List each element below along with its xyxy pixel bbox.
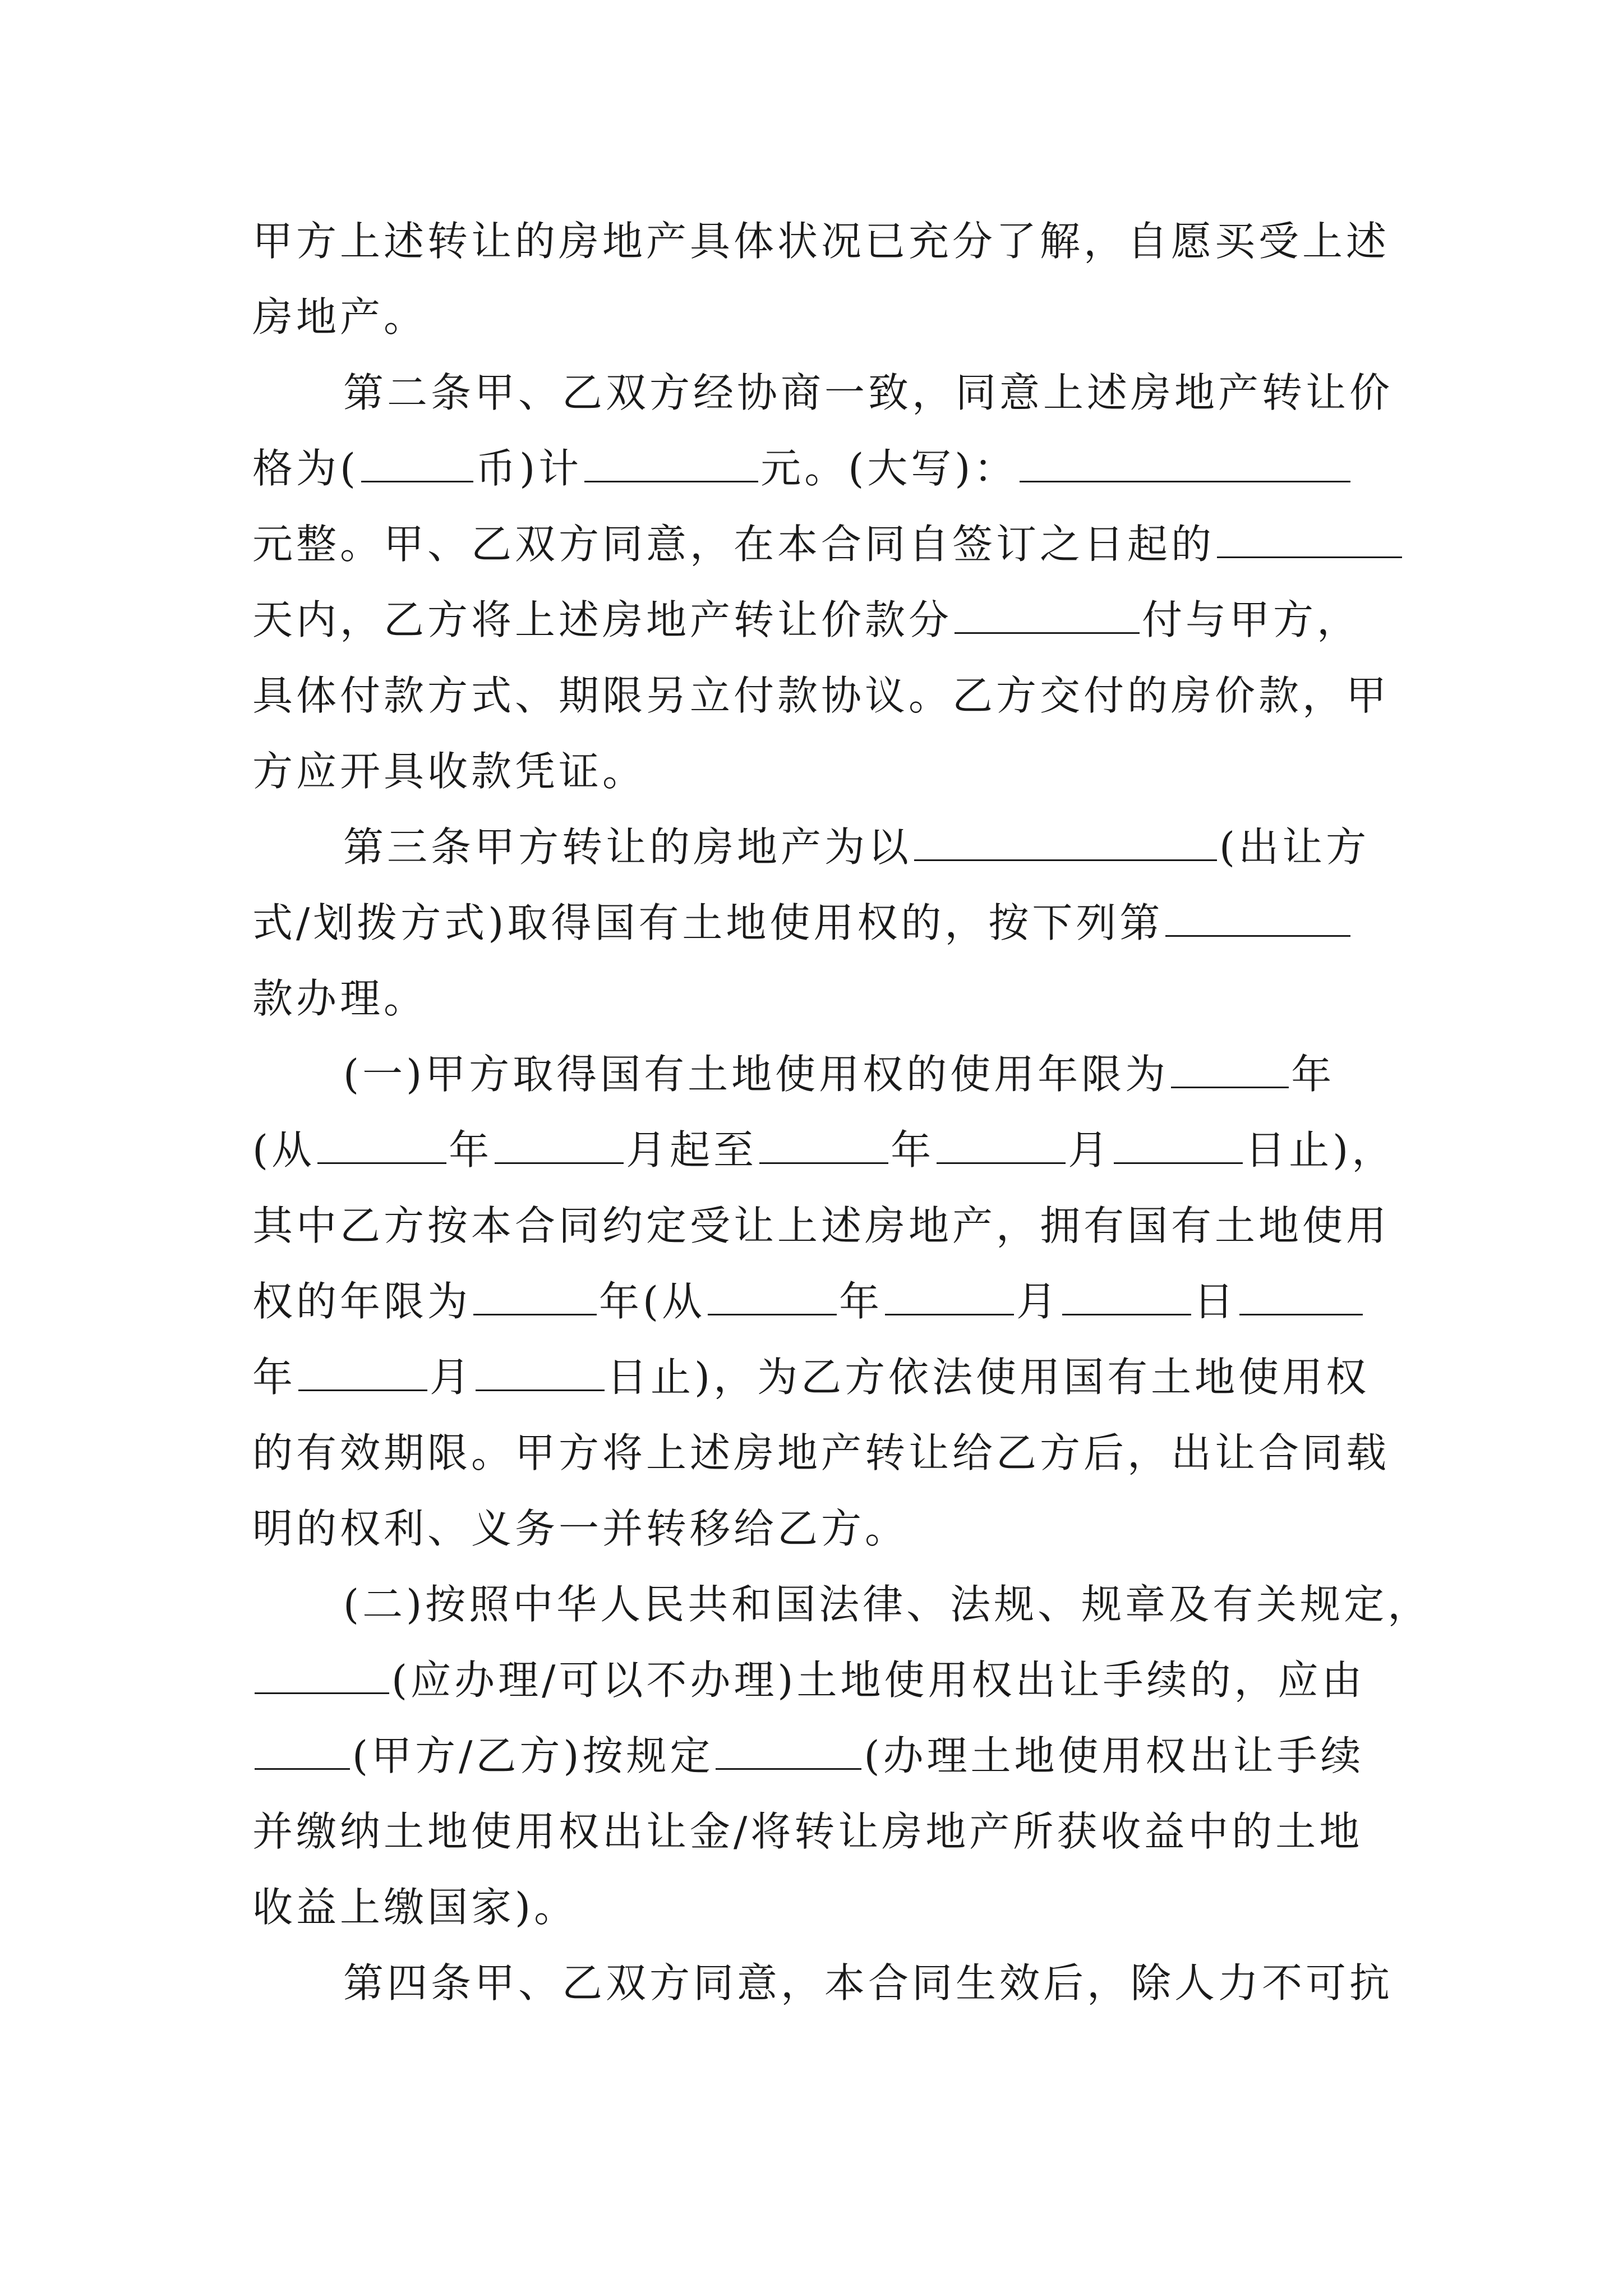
text-line bbox=[343, 365, 1394, 421]
blank-end-month bbox=[937, 1129, 1066, 1164]
blank-days bbox=[1217, 523, 1402, 558]
text: 年 bbox=[891, 1126, 935, 1174]
blank-end-year bbox=[1239, 1280, 1363, 1315]
blank-grant-method bbox=[914, 826, 1217, 861]
blank-start-year bbox=[317, 1129, 446, 1164]
text: (一)甲方取得国有土地使用权的使用年限为 bbox=[343, 1051, 1169, 1098]
text: (办理土地使用权出让手续 bbox=[864, 1732, 1364, 1779]
text-line bbox=[252, 895, 1385, 951]
text: 第二条甲、乙双方经协商一致，同意上述房地产转让价 bbox=[343, 369, 1394, 416]
text: (出让方 bbox=[1219, 823, 1370, 871]
text-line bbox=[252, 1879, 1385, 1935]
text: 月 bbox=[1016, 1278, 1061, 1325]
text: 日止)， bbox=[1245, 1126, 1396, 1174]
blank-end-year bbox=[759, 1129, 888, 1164]
text-line bbox=[252, 970, 1385, 1027]
text-line bbox=[252, 1122, 1396, 1178]
text-line bbox=[252, 1425, 1390, 1481]
text: 明的权利、义务一并转移给乙方。 bbox=[252, 1505, 909, 1552]
text: 第三条甲方转让的房地产为以 bbox=[343, 823, 912, 871]
text: 日止)，为乙方依法使用国有土地使用权 bbox=[607, 1354, 1370, 1401]
text: 并缴纳土地使用权出让金/将转让房地产所获收益中的土地 bbox=[252, 1808, 1363, 1855]
text: 其中乙方按本合同约定受让上述房地产，拥有国有土地使用 bbox=[252, 1202, 1390, 1249]
text: 元。(大写)： bbox=[760, 445, 1018, 492]
text: 款办理。 bbox=[252, 975, 428, 1022]
text: 第四条甲、乙双方同意，本合同生效后，除人力不可抗 bbox=[343, 1959, 1394, 2007]
text-line bbox=[252, 743, 1385, 799]
text-line bbox=[252, 1349, 1385, 1405]
blank-end-day bbox=[476, 1356, 605, 1391]
blank-action bbox=[716, 1734, 861, 1770]
blank-currency bbox=[361, 447, 473, 482]
blank-years bbox=[473, 1280, 597, 1315]
text: 年(从 bbox=[599, 1278, 706, 1325]
blank-start-month bbox=[495, 1129, 624, 1164]
text-line bbox=[252, 289, 1385, 345]
blank-clause-number bbox=[1165, 901, 1350, 937]
text: 月 bbox=[1068, 1126, 1112, 1174]
blank-start-day bbox=[1062, 1280, 1191, 1315]
text-line bbox=[252, 213, 1390, 269]
text-line bbox=[252, 440, 1385, 496]
text: (甲方/乙方)按规定 bbox=[352, 1732, 714, 1779]
text: (应办理/可以不办理)土地使用权出让手续的，应由 bbox=[391, 1657, 1366, 1704]
text: 年 bbox=[449, 1126, 493, 1174]
blank-end-day bbox=[1114, 1129, 1243, 1164]
text: 付与甲方， bbox=[1142, 596, 1361, 643]
text: 日 bbox=[1193, 1278, 1238, 1325]
text: 方应开具收款凭证。 bbox=[252, 748, 647, 795]
text-line bbox=[343, 1046, 1386, 1102]
text-line bbox=[252, 1803, 1385, 1860]
text-line bbox=[252, 668, 1390, 724]
text-line bbox=[343, 1576, 1432, 1632]
text-line bbox=[252, 1501, 1385, 1557]
text: 收益上缴国家)。 bbox=[252, 1884, 578, 1931]
text: 具体付款方式、期限另立付款协议。乙方交付的房价款，甲 bbox=[252, 672, 1390, 719]
blank-years bbox=[1171, 1053, 1289, 1088]
text-line bbox=[252, 1273, 1385, 1329]
blank-start-month bbox=[885, 1280, 1014, 1315]
text: 格为( bbox=[252, 445, 359, 492]
blank-end-month bbox=[298, 1356, 427, 1391]
text-line bbox=[343, 1955, 1394, 2011]
text: 月起至 bbox=[626, 1126, 758, 1174]
text: 年 bbox=[839, 1278, 883, 1325]
blank-handle-option bbox=[255, 1659, 389, 1694]
text: 元整。甲、乙双方同意，在本合同自签订之日起的 bbox=[252, 521, 1215, 568]
text: 权的年限为 bbox=[252, 1278, 472, 1325]
blank-start-year bbox=[708, 1280, 837, 1315]
text: (从 bbox=[252, 1126, 316, 1174]
text: 式/划拨方式)取得国有土地使用权的，按下列第 bbox=[252, 899, 1164, 946]
text: 币)计 bbox=[476, 445, 583, 492]
text: 年 bbox=[1291, 1051, 1335, 1098]
text-line bbox=[252, 592, 1385, 648]
text-line bbox=[252, 1652, 1385, 1708]
text: 年 bbox=[252, 1354, 297, 1401]
blank-amount-words bbox=[1020, 447, 1350, 482]
blank-installments bbox=[955, 599, 1140, 634]
text-line bbox=[252, 1728, 1385, 1784]
text-line bbox=[252, 516, 1385, 572]
text: 的有效期限。甲方将上述房地产转让给乙方后，出让合同载 bbox=[252, 1429, 1390, 1476]
text: 天内，乙方将上述房地产转让价款分 bbox=[252, 596, 953, 643]
text: 房地产。 bbox=[252, 293, 428, 341]
blank-party bbox=[255, 1734, 350, 1770]
text-line bbox=[252, 1198, 1390, 1254]
text: 甲方上述转让的房地产具体状况已充分了解，自愿买受上述 bbox=[252, 218, 1390, 265]
text: 月 bbox=[430, 1354, 474, 1401]
blank-amount bbox=[584, 447, 758, 482]
text-line bbox=[343, 819, 1386, 875]
text: (二)按照中华人民共和国法律、法规、规章及有关规定， bbox=[343, 1581, 1432, 1628]
